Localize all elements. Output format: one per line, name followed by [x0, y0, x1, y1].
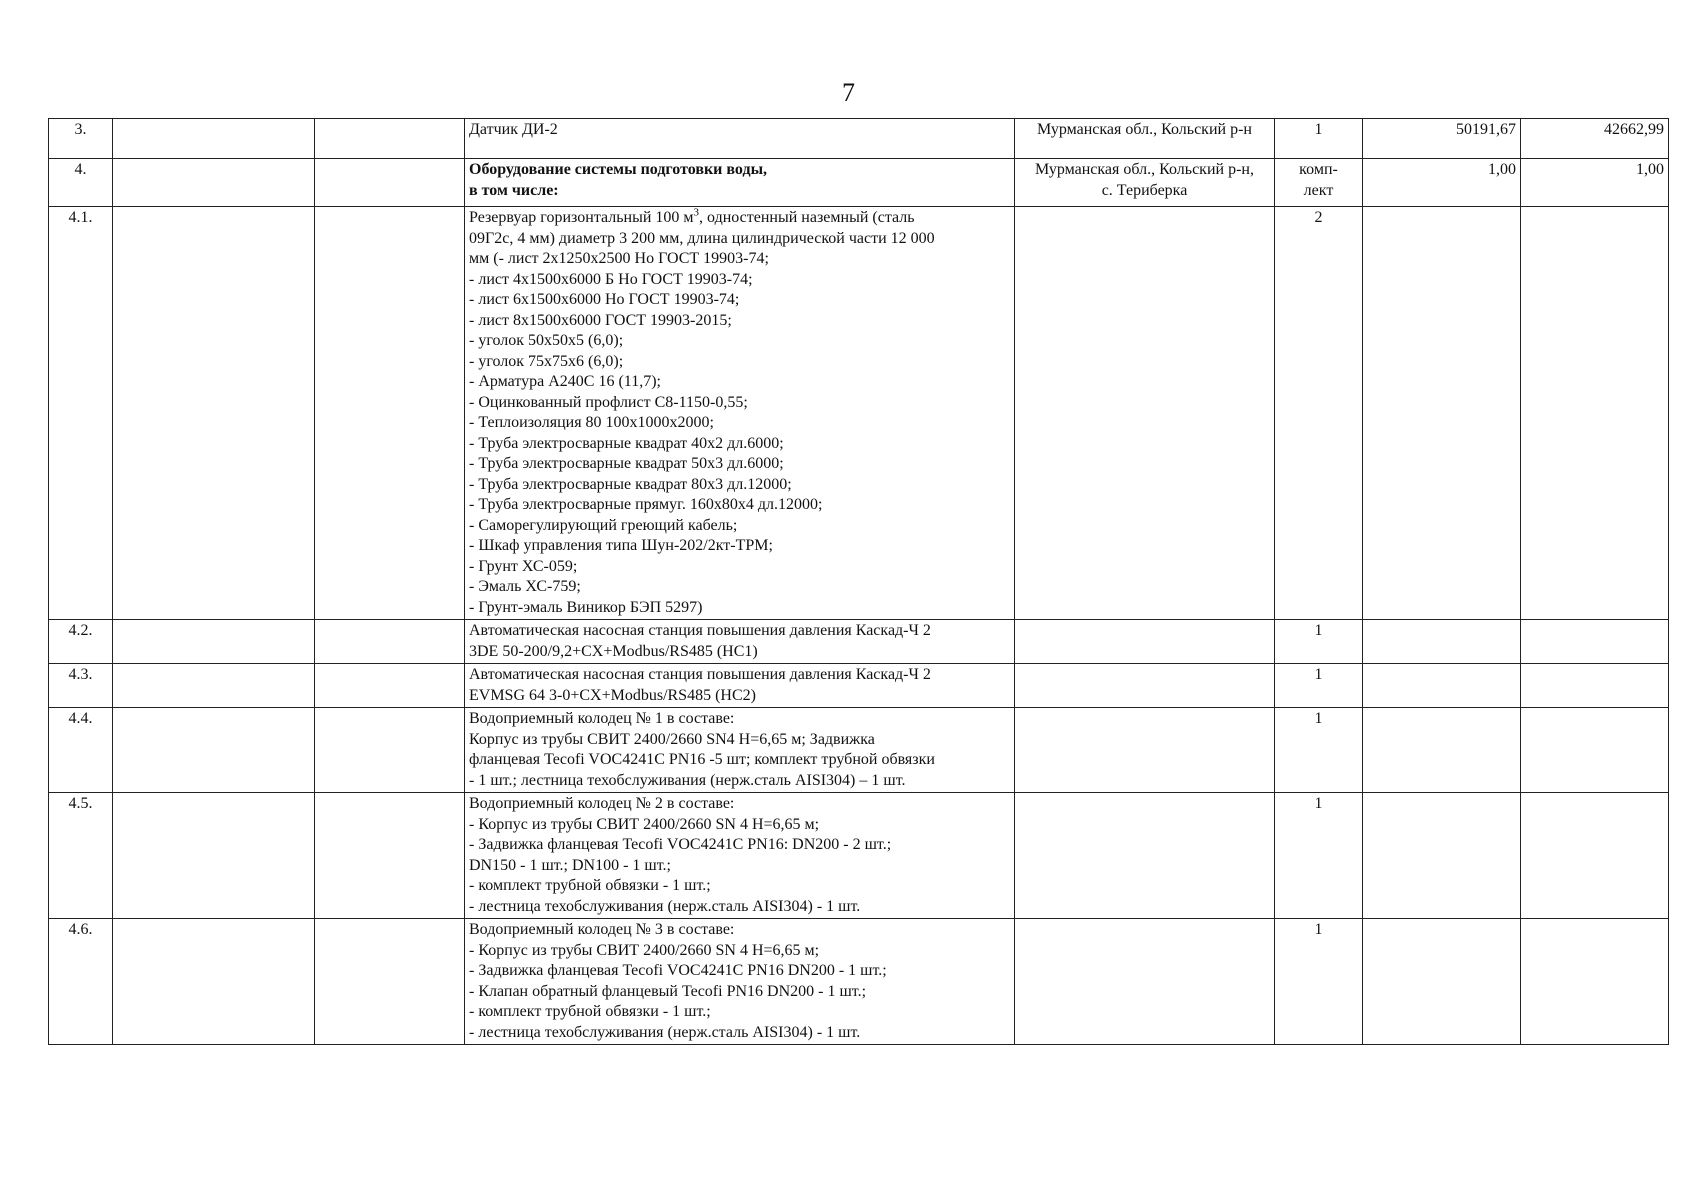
- item-name-cell: [465, 620, 1015, 664]
- price2-cell: 42662,99: [1521, 119, 1669, 159]
- empty-cell: [315, 664, 465, 708]
- empty-cell: [315, 620, 465, 664]
- item-name-line: фланцевая Tecofi VOC4241C PN16 -5 шт; комплект трубной обвязки: [469, 751, 935, 768]
- item-name-line: - уголок 50х50х5 (6,0);: [469, 332, 624, 349]
- empty-cell: [113, 919, 315, 1045]
- row-number-cell: 4.4.: [49, 708, 113, 793]
- quantity-line: 1: [1314, 666, 1323, 683]
- price-cell: 50191,67: [1363, 119, 1521, 159]
- location-cell: [1015, 159, 1275, 207]
- empty-cell: [113, 159, 315, 207]
- item-name-cell: [465, 119, 1015, 159]
- location-cell: [1015, 119, 1275, 159]
- item-name-line: Корпус из трубы СВИТ 2400/2660 SN4 H=6,65 м; Задвижка: [469, 730, 875, 748]
- quantity-line: 1: [1314, 121, 1323, 138]
- quantity-cell: [1275, 159, 1363, 207]
- price2-cell: [1521, 664, 1669, 708]
- item-name-line: - комплект трубной обвязки - 1 шт.;: [469, 877, 711, 894]
- quantity-line: лект: [1303, 181, 1334, 199]
- item-name-cell: [465, 793, 1015, 919]
- item-name-line: - Эмаль ХС-759;: [469, 578, 581, 595]
- item-name-cell: [465, 159, 1015, 207]
- quantity-line: комп-: [1299, 161, 1338, 178]
- row-number-cell: 4.: [49, 159, 113, 207]
- location-line: Мурманская обл., Кольский р-н,: [1035, 161, 1254, 178]
- row-number-cell: 4.3.: [49, 664, 113, 708]
- item-name-line: Оборудование системы подготовки воды,: [469, 161, 768, 178]
- price2-cell: [1521, 708, 1669, 793]
- item-name-cell: [465, 664, 1015, 708]
- item-name-cell: [465, 207, 1015, 620]
- price-cell: [1363, 793, 1521, 919]
- empty-cell: [113, 664, 315, 708]
- empty-cell: [315, 207, 465, 620]
- price2-cell: 1,00: [1521, 159, 1669, 207]
- row-number-cell: 4.6.: [49, 919, 113, 1045]
- item-name-line: EVMSG 64 3-0+CX+Modbus/RS485 (НС2): [469, 686, 756, 704]
- item-name-line: - лестница техобслуживания (нерж.сталь AISI304) - 1 шт.: [469, 897, 861, 915]
- item-name-line: - Грунт-эмаль Виникор БЭП 5297): [469, 598, 703, 616]
- price-cell: [1363, 664, 1521, 708]
- location-line: с. Териберка: [1101, 181, 1188, 199]
- quantity-cell: [1275, 708, 1363, 793]
- item-name-line: - Труба электросварные квадрат 40х2 дл.6000;: [469, 434, 784, 452]
- quantity-line: 1: [1314, 622, 1323, 639]
- quantity-line: 1: [1314, 795, 1323, 812]
- quantity-cell: [1275, 207, 1363, 620]
- item-name-line: - Саморегулирующий греющий кабель;: [469, 516, 738, 534]
- row-number-cell: 4.1.: [49, 207, 113, 620]
- empty-cell: [315, 793, 465, 919]
- item-name-line: - Корпус из трубы СВИТ 2400/2660 SN 4 H=6,65 м;: [469, 815, 820, 833]
- item-name-line: - Арматура А240С 16 (11,7);: [469, 373, 661, 390]
- row-number-cell: 4.2.: [49, 620, 113, 664]
- price2-cell: [1521, 207, 1669, 620]
- price-cell: 1,00: [1363, 159, 1521, 207]
- empty-cell: [113, 620, 315, 664]
- location-cell: [1015, 708, 1275, 793]
- item-name-line: - Задвижка фланцевая Tecofi VOC4241C PN16: DN200 - 2 шт.;: [469, 836, 892, 853]
- page-number: 7: [842, 78, 855, 107]
- table-row: [49, 664, 1669, 708]
- row-number-cell: 3.: [49, 119, 113, 159]
- empty-cell: [315, 919, 465, 1045]
- item-name-line: Резервуар горизонтальный 100 $м^3$, одностенный наземный (сталь: [469, 206, 915, 226]
- item-name-line: Водоприемный колодец № 1 в составе:: [469, 710, 735, 727]
- item-name-line: - Оцинкованный профлист С8-1150-0,55;: [469, 393, 748, 411]
- empty-cell: [113, 708, 315, 793]
- empty-cell: [315, 159, 465, 207]
- item-name-cell: [465, 919, 1015, 1045]
- quantity-line: 1: [1314, 921, 1323, 938]
- item-name-line: в том числе:: [469, 181, 559, 199]
- item-name-line: - уголок 75х75х6 (6,0);: [469, 352, 624, 370]
- quantity-line: 1: [1314, 710, 1323, 727]
- quantity-cell: [1275, 664, 1363, 708]
- empty-cell: [113, 793, 315, 919]
- empty-cell: [315, 119, 465, 159]
- item-name-line: Автоматическая насосная станция повышения давления Каскад-Ч 2: [469, 666, 931, 683]
- item-name-line: - Корпус из трубы СВИТ 2400/2660 SN 4 H=6,65 м;: [469, 941, 820, 959]
- item-name-line: 3DE 50-200/9,2+CX+Modbus/RS485 (НС1): [469, 642, 758, 660]
- row-number-cell: 4.5.: [49, 793, 113, 919]
- item-name-line: - Клапан обратный фланцевый Tecofi PN16 DN200 - 1 шт.;: [469, 982, 867, 1000]
- table-row: [49, 119, 1669, 159]
- price-cell: [1363, 620, 1521, 664]
- item-name-line: Автоматическая насосная станция повышения давления Каскад-Ч 2: [469, 622, 931, 639]
- price-cell: [1363, 207, 1521, 620]
- item-name-line: - 1 шт.; лестница техобслуживания (нерж.сталь AISI304) – 1 шт.: [469, 771, 906, 789]
- item-name-line: - Задвижка фланцевая Tecofi VOC4241C PN16 DN200 - 1 шт.;: [469, 962, 887, 979]
- item-name-line: Водоприемный колодец № 2 в составе:: [469, 795, 735, 812]
- location-line: Мурманская обл., Кольский р-н: [1037, 121, 1252, 138]
- item-name-line: - Грунт ХС-059;: [469, 557, 578, 575]
- item-name-line: DN150 - 1 шт.; DN100 - 1 шт.;: [469, 856, 671, 874]
- item-name-line: - комплект трубной обвязки - 1 шт.;: [469, 1003, 711, 1020]
- table-row: [49, 708, 1669, 793]
- location-cell: [1015, 664, 1275, 708]
- item-name-line: - лестница техобслуживания (нерж.сталь AISI304) - 1 шт.: [469, 1023, 861, 1041]
- quantity-line: 2: [1314, 209, 1323, 226]
- item-name-line: - Шкаф управления типа Шун-202/2кт-ТРМ;: [469, 537, 773, 554]
- item-name-line: - Труба электросварные прямуг. 160х80х4 дл.12000;: [469, 496, 823, 513]
- location-cell: [1015, 793, 1275, 919]
- item-name-line: - лист 6х1500х6000 Но ГОСТ 19903-74;: [469, 291, 740, 308]
- quantity-cell: [1275, 119, 1363, 159]
- table-row: [49, 793, 1669, 919]
- location-cell: [1015, 919, 1275, 1045]
- item-name-cell: [465, 708, 1015, 793]
- location-cell: [1015, 207, 1275, 620]
- empty-cell: [113, 207, 315, 620]
- item-name-line: Датчик ДИ-2: [469, 121, 558, 138]
- table-row: [49, 207, 1669, 620]
- empty-cell: [315, 708, 465, 793]
- quantity-cell: [1275, 919, 1363, 1045]
- price2-cell: [1521, 620, 1669, 664]
- table-row: [49, 919, 1669, 1045]
- item-name-line: мм (- лист 2х1250х2500 Но ГОСТ 19903-74;: [469, 250, 769, 267]
- quantity-cell: [1275, 620, 1363, 664]
- item-name-line: - лист 4х1500х6000 Б Но ГОСТ 19903-74;: [469, 270, 753, 288]
- item-name-line: - Труба электросварные квадрат 80х3 дл.12000;: [469, 475, 792, 493]
- item-name-line: - лист 8х1500х6000 ГОСТ 19903-2015;: [469, 311, 732, 329]
- empty-cell: [113, 119, 315, 159]
- price2-cell: [1521, 919, 1669, 1045]
- location-cell: [1015, 620, 1275, 664]
- quantity-cell: [1275, 793, 1363, 919]
- item-name-line: 09Г2с, 4 мм) диаметр 3 200 мм, длина цилиндрической части 12 000: [469, 229, 935, 247]
- price2-cell: [1521, 793, 1669, 919]
- specification-table: [48, 118, 1669, 1045]
- price-cell: [1363, 708, 1521, 793]
- price-cell: [1363, 919, 1521, 1045]
- item-name-line: - Теплоизоляция 80 100х1000х2000;: [469, 414, 714, 431]
- table-row: [49, 159, 1669, 207]
- item-name-line: Водоприемный колодец № 3 в составе:: [469, 921, 735, 938]
- table-row: [49, 620, 1669, 664]
- item-name-line: - Труба электросварные квадрат 50х3 дл.6000;: [469, 455, 784, 472]
